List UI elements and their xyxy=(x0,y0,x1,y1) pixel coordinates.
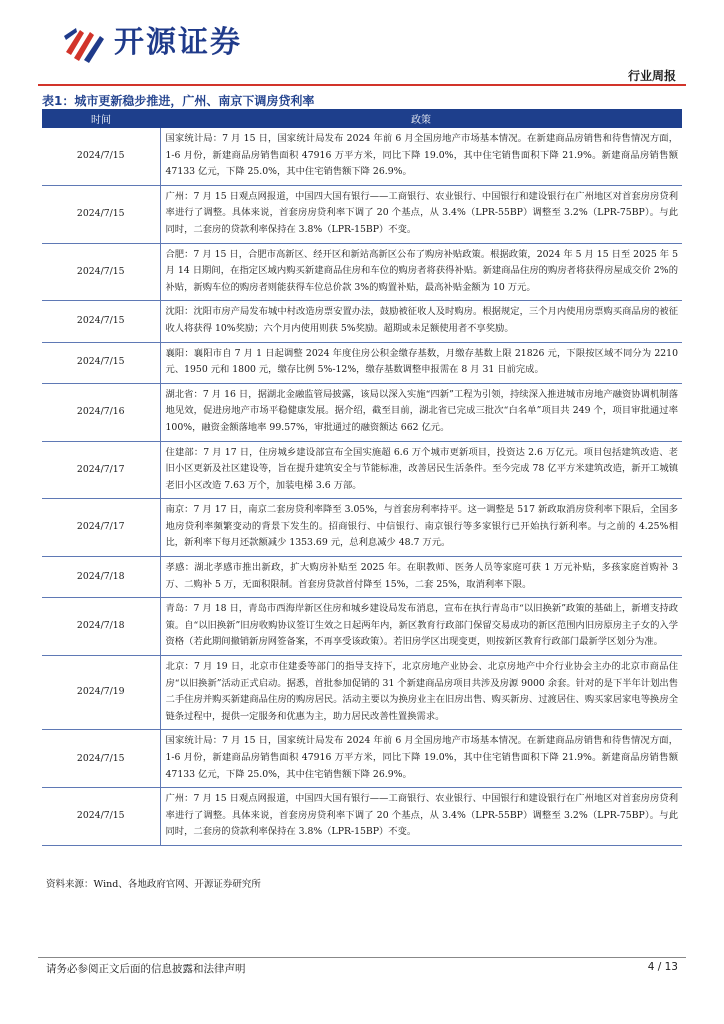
table-row xyxy=(42,788,682,846)
row-date: 2024/7/17 xyxy=(42,441,160,499)
header-divider xyxy=(38,84,686,86)
table-row xyxy=(42,656,682,730)
table-row xyxy=(42,598,682,656)
row-date: 2024/7/18 xyxy=(42,598,160,656)
table-row xyxy=(42,128,682,185)
brand-logo xyxy=(62,22,272,64)
table-row xyxy=(42,557,682,598)
row-policy: 襄阳：襄阳市自 7 月 1 日起调整 2024 年度住房公积金缴存基数，月缴存基数上限 21826 元，下限按区域不同分为 2210 元、1950 元和 1800 元，缴存比例 5%-12%，缴存基数调整申报需在 8 月 31 日前完成。 xyxy=(160,342,682,383)
row-date: 2024/7/18 xyxy=(42,557,160,598)
row-date: 2024/7/16 xyxy=(42,383,160,441)
row-date: 2024/7/15 xyxy=(42,788,160,846)
row-date: 2024/7/15 xyxy=(42,730,160,788)
source-note: 资料来源：Wind、各地政府官网、开源证券研究所 xyxy=(46,879,261,890)
brand-mark-icon xyxy=(62,22,108,64)
footer-divider xyxy=(38,957,686,958)
row-policy: 国家统计局：7 月 15 日，国家统计局发布 2024 年前 6 月全国房地产市场基本情况。在新建商品房销售和待售情况方面，1-6 月份，新建商品房销售面积 47916 万平方米，同比下降 19.0%，其中住宅销售面积下降 21.9%。新建商品房销售额 47133 亿元，下降 25.0%，其中住宅销售额下降 26.9%。 xyxy=(160,730,682,788)
policy-table xyxy=(42,109,682,846)
table-row xyxy=(42,730,682,788)
page-number: 4 / 13 xyxy=(647,961,678,973)
table-row xyxy=(42,301,682,342)
row-date: 2024/7/15 xyxy=(42,243,160,301)
brand-name: 开源证券 xyxy=(114,25,242,60)
report-type: 行业周报 xyxy=(627,69,676,83)
table-row xyxy=(42,499,682,557)
row-date: 2024/7/15 xyxy=(42,342,160,383)
table-row xyxy=(42,383,682,441)
column-header-policy: 政策 xyxy=(160,109,682,128)
table-body xyxy=(42,128,682,845)
row-policy: 南京：7 月 17 日，南京二套房贷利率降至 3.05%，与首套房利率持平。这一调整是 517 新政取消房贷利率下限后，全国多地房贷利率频繁变动的背景下发生的。招商银行、中信银行、南京银行等多家银行已开始执行新利率。与之前的 4.25%相比，新利率下每月还款额减少 1353.69 元，总利息减少 48.7 万元。 xyxy=(160,499,682,557)
row-policy: 孝感：湖北孝感市推出新政，扩大购房补贴至 2025 年。在职教师、医务人员等家庭可获 1 万元补贴，多孩家庭首购补 3 万、二购补 5 万，无面积限制。首套房贷款首付降至 15%，二套 25%，取消利率下限。 xyxy=(160,557,682,598)
row-policy: 北京：7 月 19 日，北京市住建委等部门的指导支持下，北京房地产业协会、北京房地产中介行业协会主办的北京市商品住房“以旧换新”活动正式启动。据悉，首批参加促销的 31 个新建商品房项目共涉及房源 9000 余套。针对的是下半年计划出售二手住房并购买新建商品住房的购房居民。活动主要以为换房业主在旧房出售、购买新房、过渡居住、购买家居家电等换房全链条过程中，提供一定服务和优惠为主，助力居民改善性置换需求。 xyxy=(160,656,682,730)
table-row xyxy=(42,342,682,383)
row-policy: 广州：7 月 15 日观点网报道，中国四大国有银行——工商银行、农业银行、中国银行和建设银行在广州地区对首套房房贷利率进行了调整。具体来说，首套房房贷利率下调了 20 个基点，从 3.4%（LPR-55BP）调整至 3.2%（LPR-75BP）。与此同时，二套房的贷款利率保持在 3.8%（LPR-15BP）不变。 xyxy=(160,788,682,846)
table-row xyxy=(42,441,682,499)
table-header-row xyxy=(42,109,682,128)
row-policy: 住建部：7 月 17 日，住房城乡建设部宣布全国实施超 6.6 万个城市更新项目，投资达 2.6 万亿元。项目包括建筑改造、老旧小区更新及社区建设等，旨在提升建筑安全与节能标准，改善居民生活条件。至今完成 78 亿平方米建筑改造，新开工城镇老旧小区改造 7.63 万个，加装电梯 3.6 万部。 xyxy=(160,441,682,499)
table-row xyxy=(42,243,682,301)
row-date: 2024/7/15 xyxy=(42,185,160,243)
table-row xyxy=(42,185,682,243)
table-title: 表1：城市更新稳步推进，广州、南京下调房贷利率 xyxy=(42,94,315,108)
disclaimer: 请务必参阅正文后面的信息披露和法律声明 xyxy=(46,963,246,975)
row-policy: 国家统计局：7 月 15 日，国家统计局发布 2024 年前 6 月全国房地产市场基本情况。在新建商品房销售和待售情况方面，1-6 月份，新建商品房销售面积 47916 万平方米，同比下降 19.0%，其中住宅销售面积下降 21.9%。新建商品房销售额 47133 亿元，下降 25.0%，其中住宅销售额下降 26.9%。 xyxy=(160,128,682,185)
row-policy: 广州：7 月 15 日观点网报道，中国四大国有银行——工商银行、农业银行、中国银行和建设银行在广州地区对首套房房贷利率进行了调整。具体来说，首套房房贷利率下调了 20 个基点，从 3.4%（LPR-55BP）调整至 3.2%（LPR-75BP）。与此同时，二套房的贷款利率保持在 3.8%（LPR-15BP）不变。 xyxy=(160,185,682,243)
row-date: 2024/7/15 xyxy=(42,301,160,342)
row-policy: 沈阳：沈阳市房产局发布城中村改造房票安置办法，鼓励被征收人及时购房。根据规定，三个月内使用房票购买商品房的被征收人将获得 10%奖励；六个月内使用则获 5%奖励。超期或未足额使用者不享奖励。 xyxy=(160,301,682,342)
row-policy: 青岛：7 月 18 日，青岛市西海岸新区住房和城乡建设局发布消息，宣布在执行青岛市“以旧换新”政策的基础上，新增支持政策。自“以旧换新”旧房收购协议签订生效之日起两年内，新区教育行政部门保留交易成功的新区范围内旧房原房主子女的入学资格（若此期间撤销新房网签备案，不再享受该政策）。若旧房学区出现变更，则按新区教育行政部门最新学区划分为准。 xyxy=(160,598,682,656)
row-date: 2024/7/19 xyxy=(42,656,160,730)
row-date: 2024/7/15 xyxy=(42,128,160,185)
row-policy: 湖北省：7 月 16 日，据湖北金融监管局披露，该局以深入实施“四新”工程为引领，持续深入推进城市房地产融资协调机制落地见效，促进房地产市场平稳健康发展。据介绍，截至目前，湖北省已完成三批次“白名单”项目共 249 个，项目审批通过率 100%，融资金额落地率 99.57%，审批通过的融资额达 662 亿元。 xyxy=(160,383,682,441)
row-date: 2024/7/17 xyxy=(42,499,160,557)
row-policy: 合肥：7 月 15 日，合肥市高新区、经开区和新站高新区公布了购房补贴政策。根据政策，2024 年 5 月 15 日至 2025 年 5 月 14 日期间，在指定区域内购买新建商品住房和车位的购房者将获得补贴。新建商品住房的购房者将获得房屋成交价 2%的补贴，新购车位的购房者则能获得车位总价款 3%的购置补贴，最高补贴金额为 10 万元。 xyxy=(160,243,682,301)
column-header-time: 时间 xyxy=(42,109,160,128)
